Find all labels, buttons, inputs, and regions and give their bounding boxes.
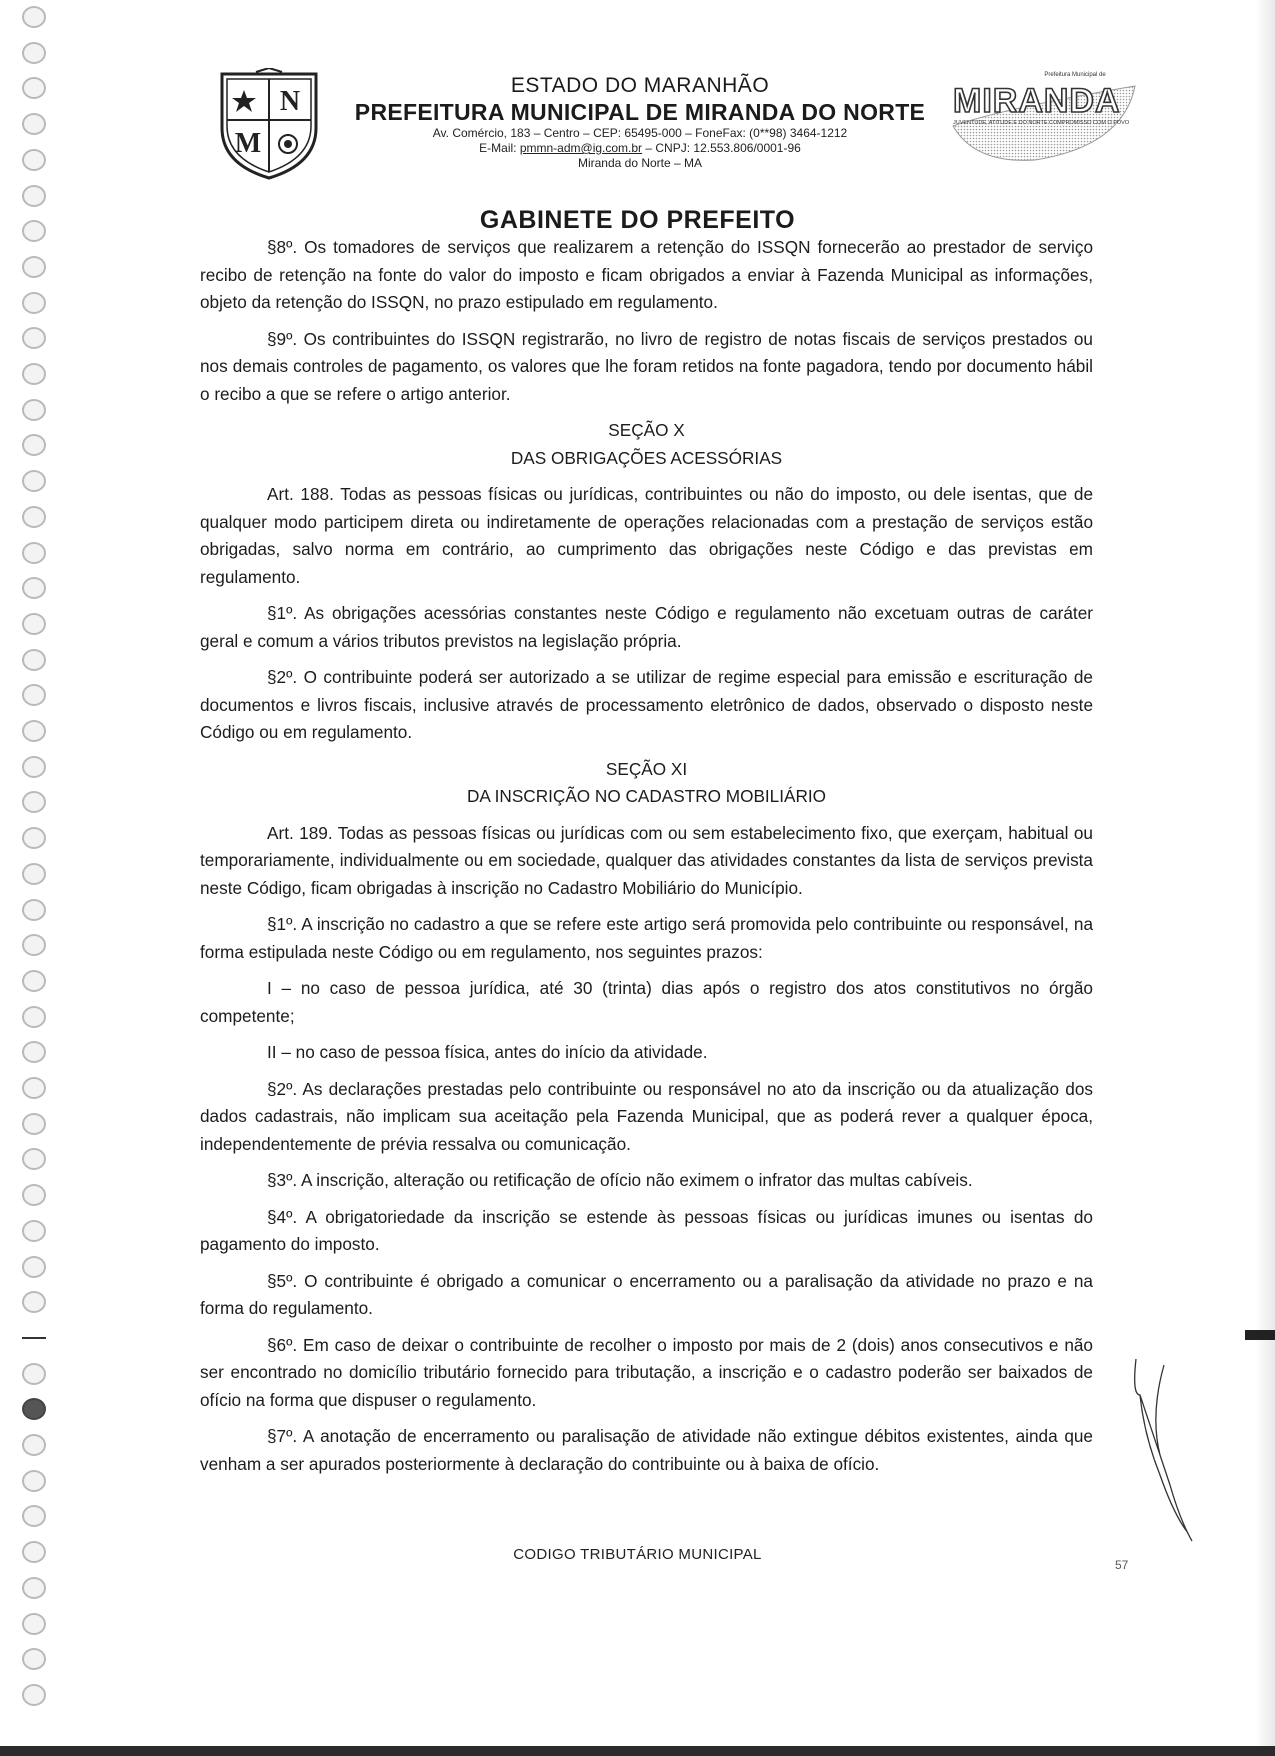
binding-hole	[22, 1291, 46, 1313]
binding-hole	[22, 256, 46, 278]
binding-hole	[22, 1434, 46, 1456]
footer-title: CODIGO TRIBUTÁRIO MUNICIPAL	[513, 1546, 762, 1563]
binding-hole	[22, 1613, 46, 1635]
binding-hole	[22, 542, 46, 564]
binding-hole	[22, 1148, 46, 1170]
binding-hole	[22, 720, 46, 742]
binding-hole	[22, 934, 46, 956]
binding-hole	[22, 1256, 46, 1278]
binding-hole	[22, 1648, 46, 1670]
binding-hole	[22, 899, 46, 921]
binding-hole	[22, 1337, 46, 1339]
binding-hole	[22, 77, 46, 99]
binding-hole	[22, 756, 46, 778]
article-189-par-6: §6º. Em caso de deixar o contribuinte de recolher o imposto por mais de 2 (dois) anos consecutivos e não ser encontrado no domicílio tributário fornecido para tributação, a inscrição e o cadastro poderão ser baixados de ofício na forma que dispuser o regulamento.	[200, 1334, 1093, 1410]
office-title: GABINETE DO PREFEITO	[479, 206, 796, 234]
binding-hole	[22, 970, 46, 992]
section-x-title: DAS OBRIGAÇÕES ACESSÓRIAS	[510, 447, 783, 468]
binding-hole	[22, 1470, 46, 1492]
article-189-item-i: I – no caso de pessoa jurídica, até 30 (trinta) dias após o registro dos atos constitutivos no órgão competente;	[200, 978, 1093, 1026]
page-number: 57	[1115, 1558, 1129, 1572]
binding-hole	[22, 149, 46, 171]
handwritten-signature	[1130, 1355, 1200, 1545]
binding-hole	[22, 684, 46, 706]
article-189-par-2: §2º. As declarações prestadas pelo contribuinte ou responsável no ato da inscrição ou da atualização dos dados cadastrais, não implicam sua aceitação pela Fazenda Municipal, que as poderá rever a qualquer época, independentemente de prévia ressalva ou comunicação.	[200, 1078, 1093, 1154]
paragraph-9: §9º. Os contribuintes do ISSQN registrarão, no livro de registro de notas fiscais de serviços prestados ou nos demais controles de pagamento, os valores que lhe foram retidos na fonte pagadora, tendo por documento hábil o recibo a que se refere o artigo anterior.	[200, 328, 1093, 404]
article-189: Art. 189. Todas as pessoas físicas ou jurídicas com ou sem estabelecimento fixo, que exerçam, habitual ou temporariamente, individualmente ou em sociedade, qualquer das atividades constantes da lista de serviços prevista neste Código, ficam obrigadas à inscrição no Cadastro Mobiliário do Município.	[200, 822, 1093, 898]
email-cnpj-line	[340, 141, 940, 156]
binding-hole	[22, 613, 46, 635]
cnpj-text: – CNPJ: 12.553.806/0001-96	[642, 141, 801, 155]
article-189-par-3: §3º. A inscrição, alteração ou retificação de ofício não eximem o infrator das multas cabíveis.	[267, 1170, 973, 1190]
binding-hole	[22, 863, 46, 885]
address-line: Av. Comércio, 183 – Centro – CEP: 65495-000 – FoneFax: (0**98) 3464-1212	[432, 126, 848, 140]
binding-hole	[22, 1077, 46, 1099]
binding-hole	[22, 113, 46, 135]
page-edge-mark	[1245, 1330, 1275, 1340]
binding-hole	[22, 1113, 46, 1135]
scan-bottom-edge	[0, 1746, 1275, 1756]
spiral-binding	[22, 0, 52, 1756]
miranda-brand-logo	[945, 68, 1145, 168]
document-body	[200, 234, 1093, 1487]
binding-hole	[22, 1684, 46, 1706]
page-edge-shadow	[1257, 0, 1275, 1756]
prefecture-name: PREFEITURA MUNICIPAL DE MIRANDA DO NORTE	[354, 99, 926, 125]
section-xi-title: DA INSCRIÇÃO NO CADASTRO MOBILIÁRIO	[466, 786, 827, 806]
paragraph-8: §8º. Os tomadores de serviços que realizarem a retenção do ISSQN fornecerão ao prestador de serviço recibo de retenção na fonte do valor do imposto e ficam obrigados a enviar à Fazenda Municipal as informações, objeto da retenção do ISSQN, no prazo estipulado em regulamento.	[200, 237, 1093, 312]
binding-hole	[22, 6, 46, 28]
binding-hole	[22, 1363, 46, 1385]
crest-letter-m: M	[234, 128, 262, 159]
email-link[interactable]: pmmn-adm@ig.com.br	[519, 141, 643, 155]
binding-hole	[22, 1220, 46, 1242]
binding-hole	[22, 577, 46, 599]
binding-hole	[22, 506, 46, 528]
article-188-par-1: §1º. As obrigações acessórias constantes neste Código e regulamento não excetuam outras de caráter geral e comum a vários tributos previstos na legislação própria.	[200, 603, 1093, 651]
binding-hole	[22, 1184, 46, 1206]
binding-hole	[22, 1505, 46, 1527]
section-x-number: SEÇÃO X	[608, 420, 685, 440]
section-x-heading	[200, 417, 1093, 472]
section-xi-number: SEÇÃO XI	[605, 758, 688, 779]
binding-hole	[22, 42, 46, 64]
article-188: Art. 188. Todas as pessoas físicas ou jurídicas, contribuintes ou não do imposto, ou dele isentas, que de qualquer modo participem direta ou indiretamente de operações relacionadas com a prestação de serviços estão obrigadas, salvo norma em contrário, ao cumprimento das obrigações neste Código e das previstas em regulamento.	[200, 484, 1093, 587]
municipal-crest-logo	[216, 68, 322, 180]
binding-hole	[22, 1577, 46, 1599]
binding-hole	[22, 292, 46, 314]
letterhead	[340, 74, 940, 171]
logo-small-text: Prefeitura Municipal de	[1044, 72, 1106, 78]
crest-letter-n: N	[279, 86, 301, 117]
article-189-par-4: §4º. A obrigatoriedade da inscrição se estende às pessoas físicas ou jurídicas imunes ou isentas do pagamento do imposto.	[200, 1206, 1093, 1254]
article-189-item-ii: II – no caso de pessoa física, antes do início da atividade.	[267, 1042, 708, 1062]
binding-hole	[22, 649, 46, 671]
binding-hole	[22, 470, 46, 492]
article-189-par-5: §5º. O contribuinte é obrigado a comunicar o encerramento ou a paralisação da atividade no prazo e na forma do regulamento.	[200, 1270, 1093, 1318]
email-label: E-Mail:	[479, 141, 520, 155]
article-189-par-7: §7º. A anotação de encerramento ou paralisação de atividade não extingue débitos existentes, ainda que venham a ser apurados posteriormente à declaração do contribuinte ou à baixa de ofício.	[200, 1426, 1093, 1474]
binding-hole	[22, 1398, 46, 1420]
article-188-par-2: §2º. O contribuinte poderá ser autorizado a se utilizar de regime especial para emissão e escrituração de documentos e livros fiscais, inclusive através de processamento eletrônico de dados, observado o disposto neste Código ou em regulamento.	[200, 667, 1093, 742]
section-xi-heading	[200, 756, 1093, 811]
binding-hole	[22, 1006, 46, 1028]
article-189-par-1: §1º. A inscrição no cadastro a que se refere este artigo será promovida pelo contribuinte ou responsável, na forma estipulada neste Código ou em regulamento, nos seguintes prazos:	[200, 914, 1093, 962]
binding-hole	[22, 434, 46, 456]
logo-name-text: MIRANDA	[953, 82, 1121, 120]
binding-hole	[22, 327, 46, 349]
logo-slogan-text: JUVENTUDE, ATITUDE E DO NORTE COMPROMISSO COM O POVO	[953, 120, 1130, 126]
binding-hole	[22, 185, 46, 207]
binding-hole	[22, 399, 46, 421]
binding-hole	[22, 827, 46, 849]
binding-hole	[22, 791, 46, 813]
binding-hole	[22, 1041, 46, 1063]
state-name: ESTADO DO MARANHÃO	[510, 74, 770, 97]
binding-hole	[22, 363, 46, 385]
city-line: Miranda do Norte – MA	[577, 156, 703, 170]
